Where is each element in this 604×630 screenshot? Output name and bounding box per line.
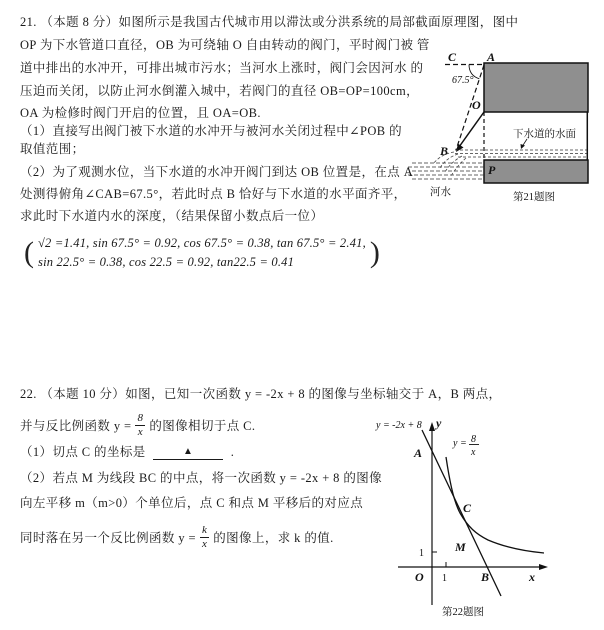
p21-line-4: 压迫而关闭，以防止河水倒灌入城中，若阀门的直径 OB=OP=100cm， bbox=[20, 84, 419, 98]
p21-line-10: 求此时下水道内水的深度，（结果保留小数点后一位） bbox=[20, 209, 324, 223]
p22-line-6 bbox=[20, 521, 334, 553]
p21-label-B: B bbox=[440, 144, 449, 158]
p21-line-5: OA 为检修时阀门开启的位置，且 OA=OB. bbox=[20, 106, 261, 120]
p22-line-6-post: 的图像上，求 k 的值. bbox=[213, 531, 334, 545]
p21-trig-values bbox=[24, 234, 380, 272]
p21-trig-line-2: sin 22.5° = 0.38, cos 22.5 = 0.92, tan22.5 = 0.41 bbox=[38, 255, 295, 269]
close-paren: ) bbox=[369, 236, 380, 269]
p21-sewer-water-lines bbox=[455, 150, 587, 157]
open-paren: ( bbox=[24, 236, 34, 269]
p22-label-tick-x1: 1 bbox=[442, 573, 447, 584]
p22-label-y-axis: y bbox=[436, 416, 442, 430]
p22-label-tick-y1: 1 bbox=[419, 548, 424, 559]
p21-line-3: 道中排出的水冲开，可排出城市污水；当河水上涨时，阀门会因河水 的 bbox=[20, 61, 424, 75]
p22-label-C: C bbox=[463, 501, 472, 515]
p21-line-1: 21. （本题 8 分）如图所示是我国古代城市用以滞汰或分洪系统的局部截面原理图，图中 bbox=[20, 15, 519, 29]
p22-label-x-axis: x bbox=[529, 570, 535, 584]
p22-x-axis-arrowhead bbox=[539, 564, 548, 570]
p22-y-axis-arrowhead bbox=[429, 422, 435, 431]
p21-trig-line-1: √2 =1.41, sin 67.5° = 0.92, cos 67.5° = 0.38, tan 67.5° = 2.41, bbox=[38, 236, 366, 250]
p22-line-equation-label: y = -2x + 8 bbox=[376, 420, 422, 431]
p21-label-angle: 67.5° bbox=[452, 75, 474, 86]
p22-line-2-post: 的图像相切于点 C. bbox=[149, 419, 256, 433]
p22-figure bbox=[370, 415, 562, 627]
p22-line-6-pre: 同时落在另一个反比例函数 y = bbox=[20, 531, 196, 545]
fraction-numerator: 8 bbox=[137, 411, 144, 424]
p22-label-O: O bbox=[415, 570, 424, 584]
p22-label-A: A bbox=[414, 446, 423, 460]
p21-bottom-wall-block bbox=[484, 160, 588, 183]
p21-line-6: （1）直接写出阀门被下水道的水冲开与被河水关闭过程中∠POB 的 bbox=[20, 124, 402, 138]
p22-fraction-k-over-x bbox=[200, 525, 209, 550]
p21-figure bbox=[398, 48, 600, 210]
p22-line-4: （2）若点 M 为线段 BC 的中点，将一次函数 y = -2x + 8 的图像 bbox=[20, 471, 383, 485]
fraction-denominator: x bbox=[201, 537, 208, 550]
p21-top-wall-block bbox=[484, 63, 588, 112]
p21-flow-arcs bbox=[433, 152, 466, 176]
p21-label-C: C bbox=[448, 50, 457, 64]
p21-label-O: O bbox=[472, 98, 481, 112]
p21-label-A: A bbox=[487, 50, 496, 64]
p22-line-3 bbox=[20, 445, 234, 460]
p22-line-3-post: . bbox=[230, 445, 235, 459]
p22-line-5: 向左平移 m（m>0）个单位后，点 C 和点 M 平移后的对应点 bbox=[20, 496, 364, 510]
p21-label-river: 河水 bbox=[430, 187, 451, 198]
p22-label-M: M bbox=[455, 540, 466, 554]
p22-hyperbola-label-den: x bbox=[471, 447, 476, 458]
p22-hyperbola-graph bbox=[446, 457, 544, 553]
p22-fraction-8-over-x bbox=[135, 413, 145, 438]
p22-linear-graph bbox=[422, 430, 501, 596]
p21-label-P: P bbox=[488, 163, 496, 177]
p21-line-7: 取值范围； bbox=[20, 142, 85, 156]
fraction-denominator: x bbox=[137, 425, 144, 438]
p21-water-label-arrowhead bbox=[521, 144, 526, 149]
p22-line-3-pre: （1）切点 C 的坐标是 bbox=[20, 445, 146, 459]
p22-figure-caption: 第22题图 bbox=[442, 607, 484, 618]
p22-line-2 bbox=[20, 409, 255, 441]
p21-river-lines bbox=[408, 163, 485, 179]
p21-line-9: 处测得俯角∠CAB=67.5°，若此时点 B 恰好与下水道的水平面齐平， bbox=[20, 187, 407, 201]
answer-blank: ▲ bbox=[153, 445, 223, 460]
p21-line-2: OP 为下水管道口直径，OB 为可绕轴 O 自由转动的阀门，平时阀门被 管 bbox=[20, 38, 430, 52]
p22-label-B: B bbox=[481, 570, 490, 584]
p22-hyperbola-label-num: 8 bbox=[471, 434, 476, 445]
p22-line-1: 22. （本题 10 分）如图，已知一次函数 y = -2x + 8 的图像与坐标轴交于 A，B 两点， bbox=[20, 387, 502, 401]
p21-label-water-surface: 下水道的水面 bbox=[513, 129, 576, 140]
fraction-numerator: k bbox=[201, 523, 208, 536]
p21-line-8: （2）为了观测水位，当下水道的水冲开阀门到达 OB 位置是，在点 A bbox=[20, 165, 414, 179]
p22-line-2-pre: 并与反比例函数 y = bbox=[20, 419, 132, 433]
p21-figure-caption: 第21题图 bbox=[513, 192, 555, 203]
p22-hyperbola-label-pre: y = bbox=[453, 438, 467, 449]
